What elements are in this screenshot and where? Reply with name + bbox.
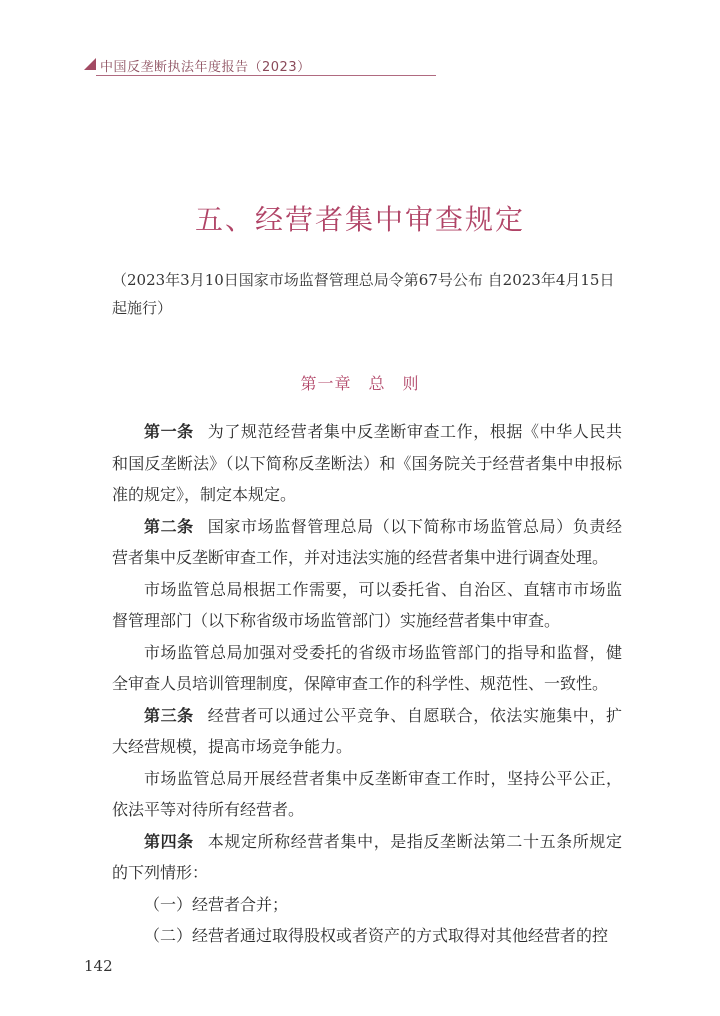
chapter-heading: 第一章 总 则: [300, 374, 420, 393]
enactment-note: （2023年3月10日国家市场监督管理总局令第67号公布 自2023年4月15日起施行）: [112, 271, 615, 317]
paragraph-text: 市场监管总局根据工作需要，可以委托省、自治区、直辖市市场监督管理部门（以下称省级市场监管部门）实施经营者集中审查。: [112, 579, 622, 630]
running-header: 中国反垄断执法年度报告（2023）: [100, 60, 311, 75]
article-label: 第二条: [144, 516, 194, 536]
header-corner-mark: [84, 58, 96, 70]
article-label: 第四条: [144, 831, 194, 851]
paragraph-article-2: [112, 511, 622, 574]
paragraph: [112, 763, 622, 826]
page-number: 142: [84, 957, 113, 975]
paragraph-article-3: [112, 700, 622, 763]
paragraph-text: （一）经营者合并；: [144, 894, 289, 914]
list-item: [112, 889, 622, 921]
paragraph-text: 为了规范经营者集中反垄断审查工作，根据《中华人民共和国反垄断法》（以下简称反垄断法）和《国务院关于经营者集中申报标准的规定》，制定本规定。: [112, 422, 622, 504]
paragraph: [112, 637, 622, 700]
list-item: [112, 920, 622, 952]
paragraph-text: 市场监管总局加强对受委托的省级市场监管部门的指导和监督，健全审查人员培训管理制度，保障审查工作的科学性、规范性、一致性。: [112, 642, 622, 693]
article-label: 第一条: [144, 422, 194, 441]
paragraph-article-4: [112, 826, 622, 889]
paragraph-text: 市场监管总局开展经营者集中反垄断审查工作时，坚持公平公正，依法平等对待所有经营者。: [112, 768, 622, 819]
header-rule: [96, 75, 436, 76]
paragraph-text: 本规定所称经营者集中，是指反垄断法第二十五条所规定的下列情形：: [112, 831, 622, 882]
body-text: [112, 416, 622, 952]
section-title: 五、经营者集中审查规定: [194, 203, 525, 236]
article-label: 第三条: [144, 705, 194, 725]
paragraph: [112, 574, 622, 637]
paragraph-article-1: [112, 416, 622, 511]
paragraph-text: 国家市场监督管理总局（以下简称市场监管总局）负责经营者集中反垄断审查工作，并对违法实施的经营者集中进行调查处理。: [112, 516, 622, 567]
paragraph-text: 经营者可以通过公平竞争、自愿联合，依法实施集中，扩大经营规模，提高市场竞争能力。: [112, 705, 622, 756]
paragraph-text: （二）经营者通过取得股权或者资产的方式取得对其他经营者的控: [144, 926, 609, 945]
